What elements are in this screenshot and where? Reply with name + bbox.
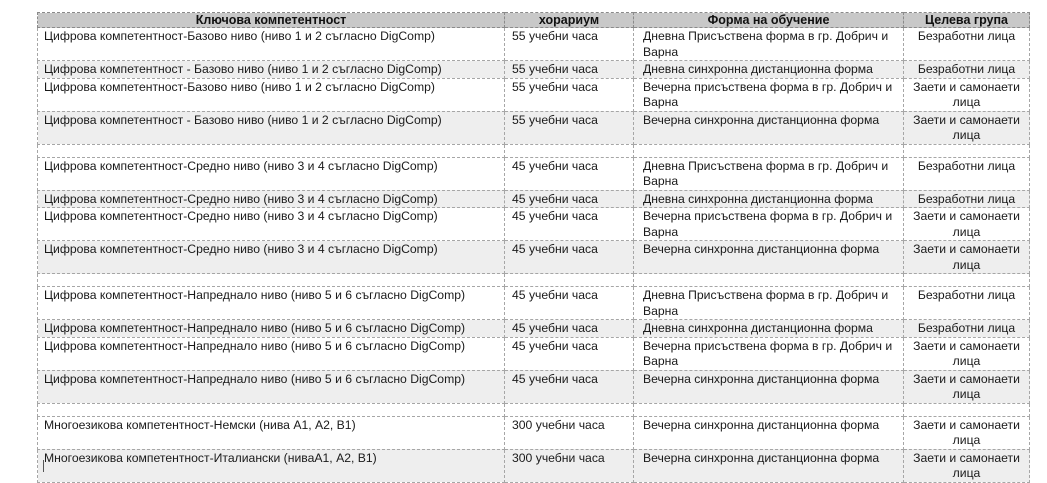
table-row <box>38 157 1030 190</box>
spacer-cell <box>904 274 1030 287</box>
spacer-cell <box>634 274 904 287</box>
table-row <box>38 449 1030 482</box>
cell-form: Дневна Присъствена форма в гр. Добрич и Варна <box>634 287 904 320</box>
table-row <box>38 337 1030 370</box>
spacer-row <box>38 403 1030 416</box>
cell-competence: Цифрова компетентност-Средно ниво (ниво 3 и 4 съгласно DigComp) <box>38 208 505 241</box>
cell-form: Дневна синхронна дистанционна форма <box>634 320 904 338</box>
table-row <box>38 61 1030 79</box>
cell-form: Дневна синхронна дистанционна форма <box>634 61 904 79</box>
text-cursor <box>43 460 44 472</box>
cell-form: Вечерна синхронна дистанционна форма <box>634 449 904 482</box>
cell-competence: Многоезикова компетентност-Италиански (ниваА1, А2, В1) <box>38 449 505 482</box>
cell-form: Дневна синхронна дистанционна форма <box>634 190 904 208</box>
spacer-cell <box>634 403 904 416</box>
cell-target-group: Безработни лица <box>904 320 1030 338</box>
spacer-cell <box>38 274 505 287</box>
cell-form: Вечерна присъствена форма в гр. Добрич и Варна <box>634 208 904 241</box>
cell-form: Дневна Присъствена форма в гр. Добрич и Варна <box>634 157 904 190</box>
cell-target-group: Заети и самонаети лица <box>904 416 1030 449</box>
cell-form: Вечерна присъствена форма в гр. Добрич и Варна <box>634 337 904 370</box>
cell-form: Вечерна синхронна дистанционна форма <box>634 416 904 449</box>
cell-target-group: Заети и самонаети лица <box>904 111 1030 144</box>
cell-hours: 300 учебни часа <box>505 449 634 482</box>
cell-target-group: Заети и самонаети лица <box>904 241 1030 274</box>
table-row <box>38 78 1030 111</box>
cell-form: Вечерна синхронна дистанционна форма <box>634 111 904 144</box>
spacer-cell <box>505 144 634 157</box>
table-row <box>38 416 1030 449</box>
spacer-cell <box>505 274 634 287</box>
cell-form: Вечерна синхронна дистанционна форма <box>634 241 904 274</box>
header-form: Форма на обучение <box>634 13 904 28</box>
cell-target-group: Безработни лица <box>904 28 1030 61</box>
cell-hours: 45 учебни часа <box>505 190 634 208</box>
header-competence: Ключова компетентност <box>38 13 505 28</box>
cell-target-group: Заети и самонаети лица <box>904 370 1030 403</box>
cell-hours: 55 учебни часа <box>505 61 634 79</box>
cell-target-group: Безработни лица <box>904 157 1030 190</box>
cell-competence: Цифрова компетентност-Средно ниво (ниво 3 и 4 съгласно DigComp) <box>38 190 505 208</box>
spacer-cell <box>904 144 1030 157</box>
cell-target-group: Безработни лица <box>904 287 1030 320</box>
spacer-cell <box>38 144 505 157</box>
cell-competence: Цифрова компетентност - Базово ниво (ниво 1 и 2 съгласно DigComp) <box>38 111 505 144</box>
cell-hours: 55 учебни часа <box>505 111 634 144</box>
cell-hours: 45 учебни часа <box>505 241 634 274</box>
table-header-row <box>38 13 1030 28</box>
cell-hours: 55 учебни часа <box>505 78 634 111</box>
cell-hours: 300 учебни часа <box>505 416 634 449</box>
cell-hours: 45 учебни часа <box>505 208 634 241</box>
cell-hours: 55 учебни часа <box>505 28 634 61</box>
cell-competence: Цифрова компетентност-Базово ниво (ниво 1 и 2 съгласно DigComp) <box>38 28 505 61</box>
table-row <box>38 111 1030 144</box>
spacer-cell <box>904 403 1030 416</box>
cell-target-group: Заети и самонаети лица <box>904 208 1030 241</box>
spacer-cell <box>505 403 634 416</box>
cell-competence: Многоезикова компетентност-Немски (нива А1, А2, В1) <box>38 416 505 449</box>
table-body <box>38 28 1030 483</box>
spacer-cell <box>634 144 904 157</box>
header-target-group: Целева група <box>904 13 1030 28</box>
cell-target-group: Заети и самонаети лица <box>904 337 1030 370</box>
table-row <box>38 287 1030 320</box>
courses-table <box>37 12 1030 483</box>
table-row <box>38 208 1030 241</box>
cell-competence: Цифрова компетентност-Напреднало ниво (ниво 5 и 6 съгласно DigComp) <box>38 287 505 320</box>
cell-target-group: Заети и самонаети лица <box>904 449 1030 482</box>
cell-form: Дневна Присъствена форма в гр. Добрич и Варна <box>634 28 904 61</box>
cell-competence: Цифрова компетентност-Средно ниво (ниво 3 и 4 съгласно DigComp) <box>38 241 505 274</box>
cell-competence: Цифрова компетентност-Базово ниво (ниво 1 и 2 съгласно DigComp) <box>38 78 505 111</box>
cell-competence: Цифрова компетентност-Напреднало ниво (ниво 5 и 6 съгласно DigComp) <box>38 370 505 403</box>
table-row <box>38 190 1030 208</box>
cell-target-group: Безработни лица <box>904 190 1030 208</box>
header-hours: хорариум <box>505 13 634 28</box>
table-row <box>38 320 1030 338</box>
cell-hours: 45 учебни часа <box>505 287 634 320</box>
cell-hours: 45 учебни часа <box>505 320 634 338</box>
cell-competence: Цифрова компетентност-Напреднало ниво (ниво 5 и 6 съгласно DigComp) <box>38 337 505 370</box>
cell-hours: 45 учебни часа <box>505 157 634 190</box>
cell-hours: 45 учебни часа <box>505 370 634 403</box>
spacer-row <box>38 274 1030 287</box>
cell-target-group: Безработни лица <box>904 61 1030 79</box>
cell-competence: Цифрова компетентност-Напреднало ниво (ниво 5 и 6 съгласно DigComp) <box>38 320 505 338</box>
spacer-cell <box>38 403 505 416</box>
cell-target-group: Заети и самонаети лица <box>904 78 1030 111</box>
cell-form: Вечерна синхронна дистанционна форма <box>634 370 904 403</box>
spacer-row <box>38 144 1030 157</box>
cell-hours: 45 учебни часа <box>505 337 634 370</box>
table-row <box>38 370 1030 403</box>
table-row <box>38 241 1030 274</box>
cell-form: Вечерна присъствена форма в гр. Добрич и Варна <box>634 78 904 111</box>
cell-competence: Цифрова компетентност-Средно ниво (ниво 3 и 4 съгласно DigComp) <box>38 157 505 190</box>
table-row <box>38 28 1030 61</box>
cell-competence: Цифрова компетентност - Базово ниво (ниво 1 и 2 съгласно DigComp) <box>38 61 505 79</box>
